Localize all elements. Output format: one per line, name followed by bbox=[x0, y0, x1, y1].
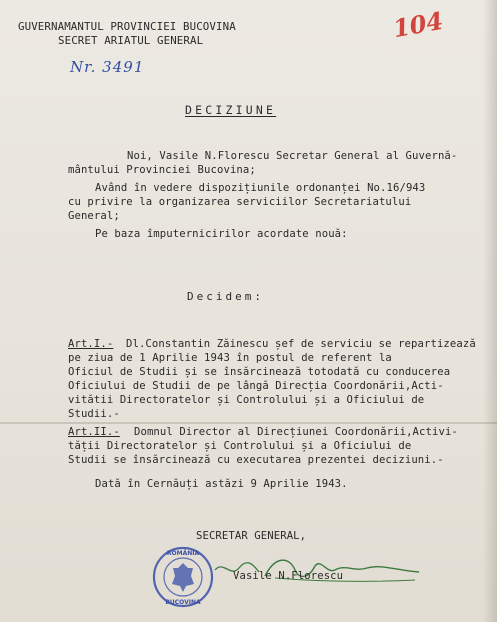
signatory-title: SECRETAR GENERAL, bbox=[196, 530, 307, 542]
decidem-heading: Decidem: bbox=[187, 290, 264, 303]
intro-line-6: Pe baza împuternicirilor acordate nouă: bbox=[95, 228, 348, 240]
paper-fold bbox=[0, 422, 497, 424]
intro-line-4: cu privire la organizarea serviciilor Secretariatului bbox=[68, 196, 412, 208]
intro-line-5: General; bbox=[68, 210, 120, 222]
stamp-text-bottom: BUCOVINA bbox=[165, 599, 201, 606]
registry-number-handwritten: Nr. 3491 bbox=[70, 58, 145, 76]
document-title: DECIZIUNE bbox=[185, 103, 277, 117]
art-1-line-6: Studii.- bbox=[68, 408, 120, 420]
art-2-line-3: Studii se însărcinează cu executarea prezentei deciziuni.- bbox=[68, 454, 444, 466]
signatory-name: Vasile N.Florescu bbox=[233, 570, 344, 582]
intro-line-2: mântului Provinciei Bucovina; bbox=[68, 164, 256, 176]
art-2-label: Art.II.- bbox=[68, 426, 120, 438]
intro-line-1: Noi, Vasile N.Florescu Secretar General al Guvernă- bbox=[127, 150, 458, 162]
official-stamp bbox=[152, 546, 214, 608]
art-1-line-5: vitătii Directoratelor și Controlului și a Oficiului de bbox=[68, 394, 425, 406]
intro-line-3: Având în vedere dispozițiunile ordonanței No.16/943 bbox=[95, 182, 426, 194]
art-1-line-4: Oficiului de Studii de pe lângă Direcția Coordonării,Acti- bbox=[68, 380, 444, 392]
art-1-line-2: pe ziua de 1 Aprilie 1943 în postul de referent la bbox=[68, 352, 392, 364]
art-1-line-1: Dl.Constantin Zăinescu șef de serviciu se repartizează bbox=[126, 338, 476, 350]
art-1-label: Art.I.- bbox=[68, 338, 114, 350]
header-line-2: SECRET ARIATUL GENERAL bbox=[58, 34, 204, 47]
art-2-line-1: Domnul Director al Direcțiunei Coordonării,Activi- bbox=[134, 426, 458, 438]
art-2-line-2: tății Directoratelor și Controlului și a Oficiului de bbox=[68, 440, 412, 452]
paper-edge-shadow bbox=[483, 0, 497, 622]
date-line: Dată în Cernăuți astăzi 9 Aprilie 1943. bbox=[95, 478, 348, 490]
art-1-line-3: Oficiul de Studii și se însărcinează totodată cu conducerea bbox=[68, 366, 451, 378]
stamp-text-top: ROMÂNIA bbox=[166, 550, 200, 557]
header-line-1: GUVERNAMANTUL PROVINCIEI BUCOVINA bbox=[18, 20, 236, 33]
red-number-handwritten: 104 bbox=[390, 5, 446, 44]
